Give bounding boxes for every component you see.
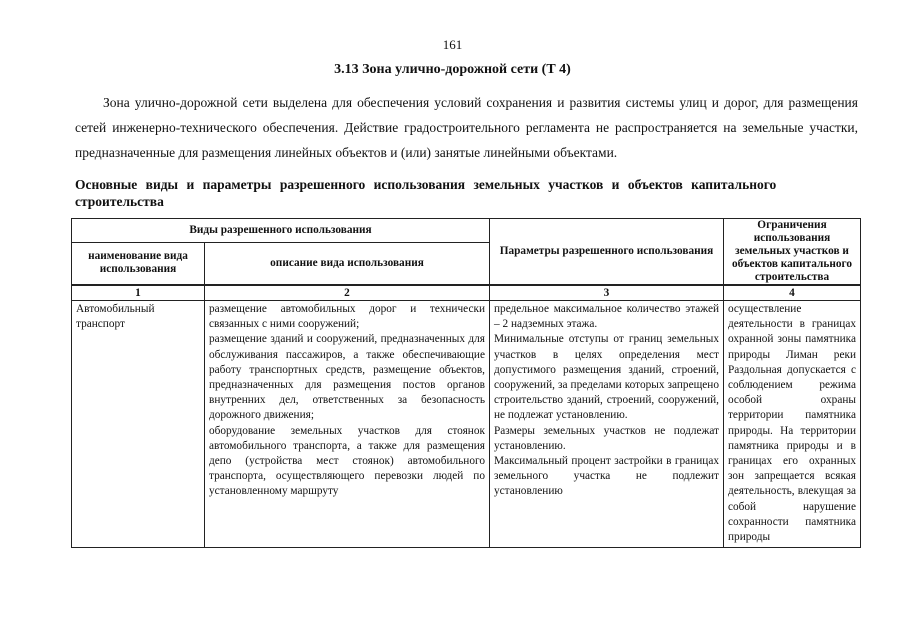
use-name-cell (72, 301, 205, 548)
restrictions-cell (724, 301, 861, 548)
intro-paragraph: Зона улично-дорожной сети выделена для обеспечения условий сохранения и развития системы улиц и дорог, для размещения сетей инженерно-технического обеспечения. Действие градостроительного регламента не распространяется на земельные участки, предназначенные для размещения линейных объектов и (или) занятые линейными объектами. (75, 95, 858, 160)
header-use-name: наименование вида использования (72, 242, 205, 285)
description-line: оборудование земельных участков для стоянок автомобильного транспорта, а также для размещения депо (устройства мест стоянок) автомобильного транспорта, осуществляющего перевозки людей по установленному маршруту (209, 424, 485, 498)
restriction-line: осуществление деятельности в границах охранной зоны памятника природы Лиман реки Раздольная допускается с соблюдением режима особой охраны территории памятника природы. На территории памятника природы и в границах его охранных зон запрещается всякая деятельность, влекущая за собой нарушение сохранности памятника природы (728, 303, 856, 544)
description-line: размещение зданий и сооружений, предназначенных для обслуживания пассажиров, а также обеспечивающие работу транспортных средств, размещение объектов, предназначенных для размещения постов органов внутренних дел, ответственных за безопасность дорожного движения; (209, 333, 485, 422)
column-number: 3 (490, 285, 724, 301)
header-use-description: описание вида использования (205, 242, 490, 285)
parameter-line: предельное максимальное количество этажей – 2 надземных этажа. (494, 303, 719, 331)
land-use-table (71, 218, 861, 548)
header-parameters: Параметры разрешенного использования (490, 219, 724, 286)
table-heading: Основные виды и параметры разрешенного использования земельных участков и объектов капитального строительства (75, 177, 777, 209)
parameters-cell (490, 301, 724, 548)
parameter-line: Минимальные отступы от границ земельных участков в целях определения мест допустимого размещения зданий, строений, сооружений, за пределами которых запрещено строительство зданий, строений, сооружений, не подлежат установлению. (494, 333, 719, 422)
parameter-line: Размеры земельных участков не подлежат установлению. (494, 424, 719, 452)
description-line: размещение автомобильных дорог и технически связанных с ними сооружений; (209, 303, 485, 331)
column-number-row (72, 285, 861, 301)
column-number: 1 (72, 285, 205, 301)
table-row (72, 301, 861, 548)
parameter-line: Максимальный процент застройки в границах земельного участка не подлежит установлению (494, 455, 719, 498)
header-use-types: Виды разрешенного использования (72, 219, 490, 243)
page-number: 161 (442, 37, 463, 52)
use-description-cell (205, 301, 490, 548)
section-title: 3.13 Зона улично-дорожной сети (Т 4) (334, 62, 571, 77)
use-name: Автомобильный транспорт (76, 303, 155, 331)
column-number: 2 (205, 285, 490, 301)
column-number: 4 (724, 285, 861, 301)
header-restrictions: Ограничения использования земельных участков и объектов капитального строительства (724, 219, 861, 286)
